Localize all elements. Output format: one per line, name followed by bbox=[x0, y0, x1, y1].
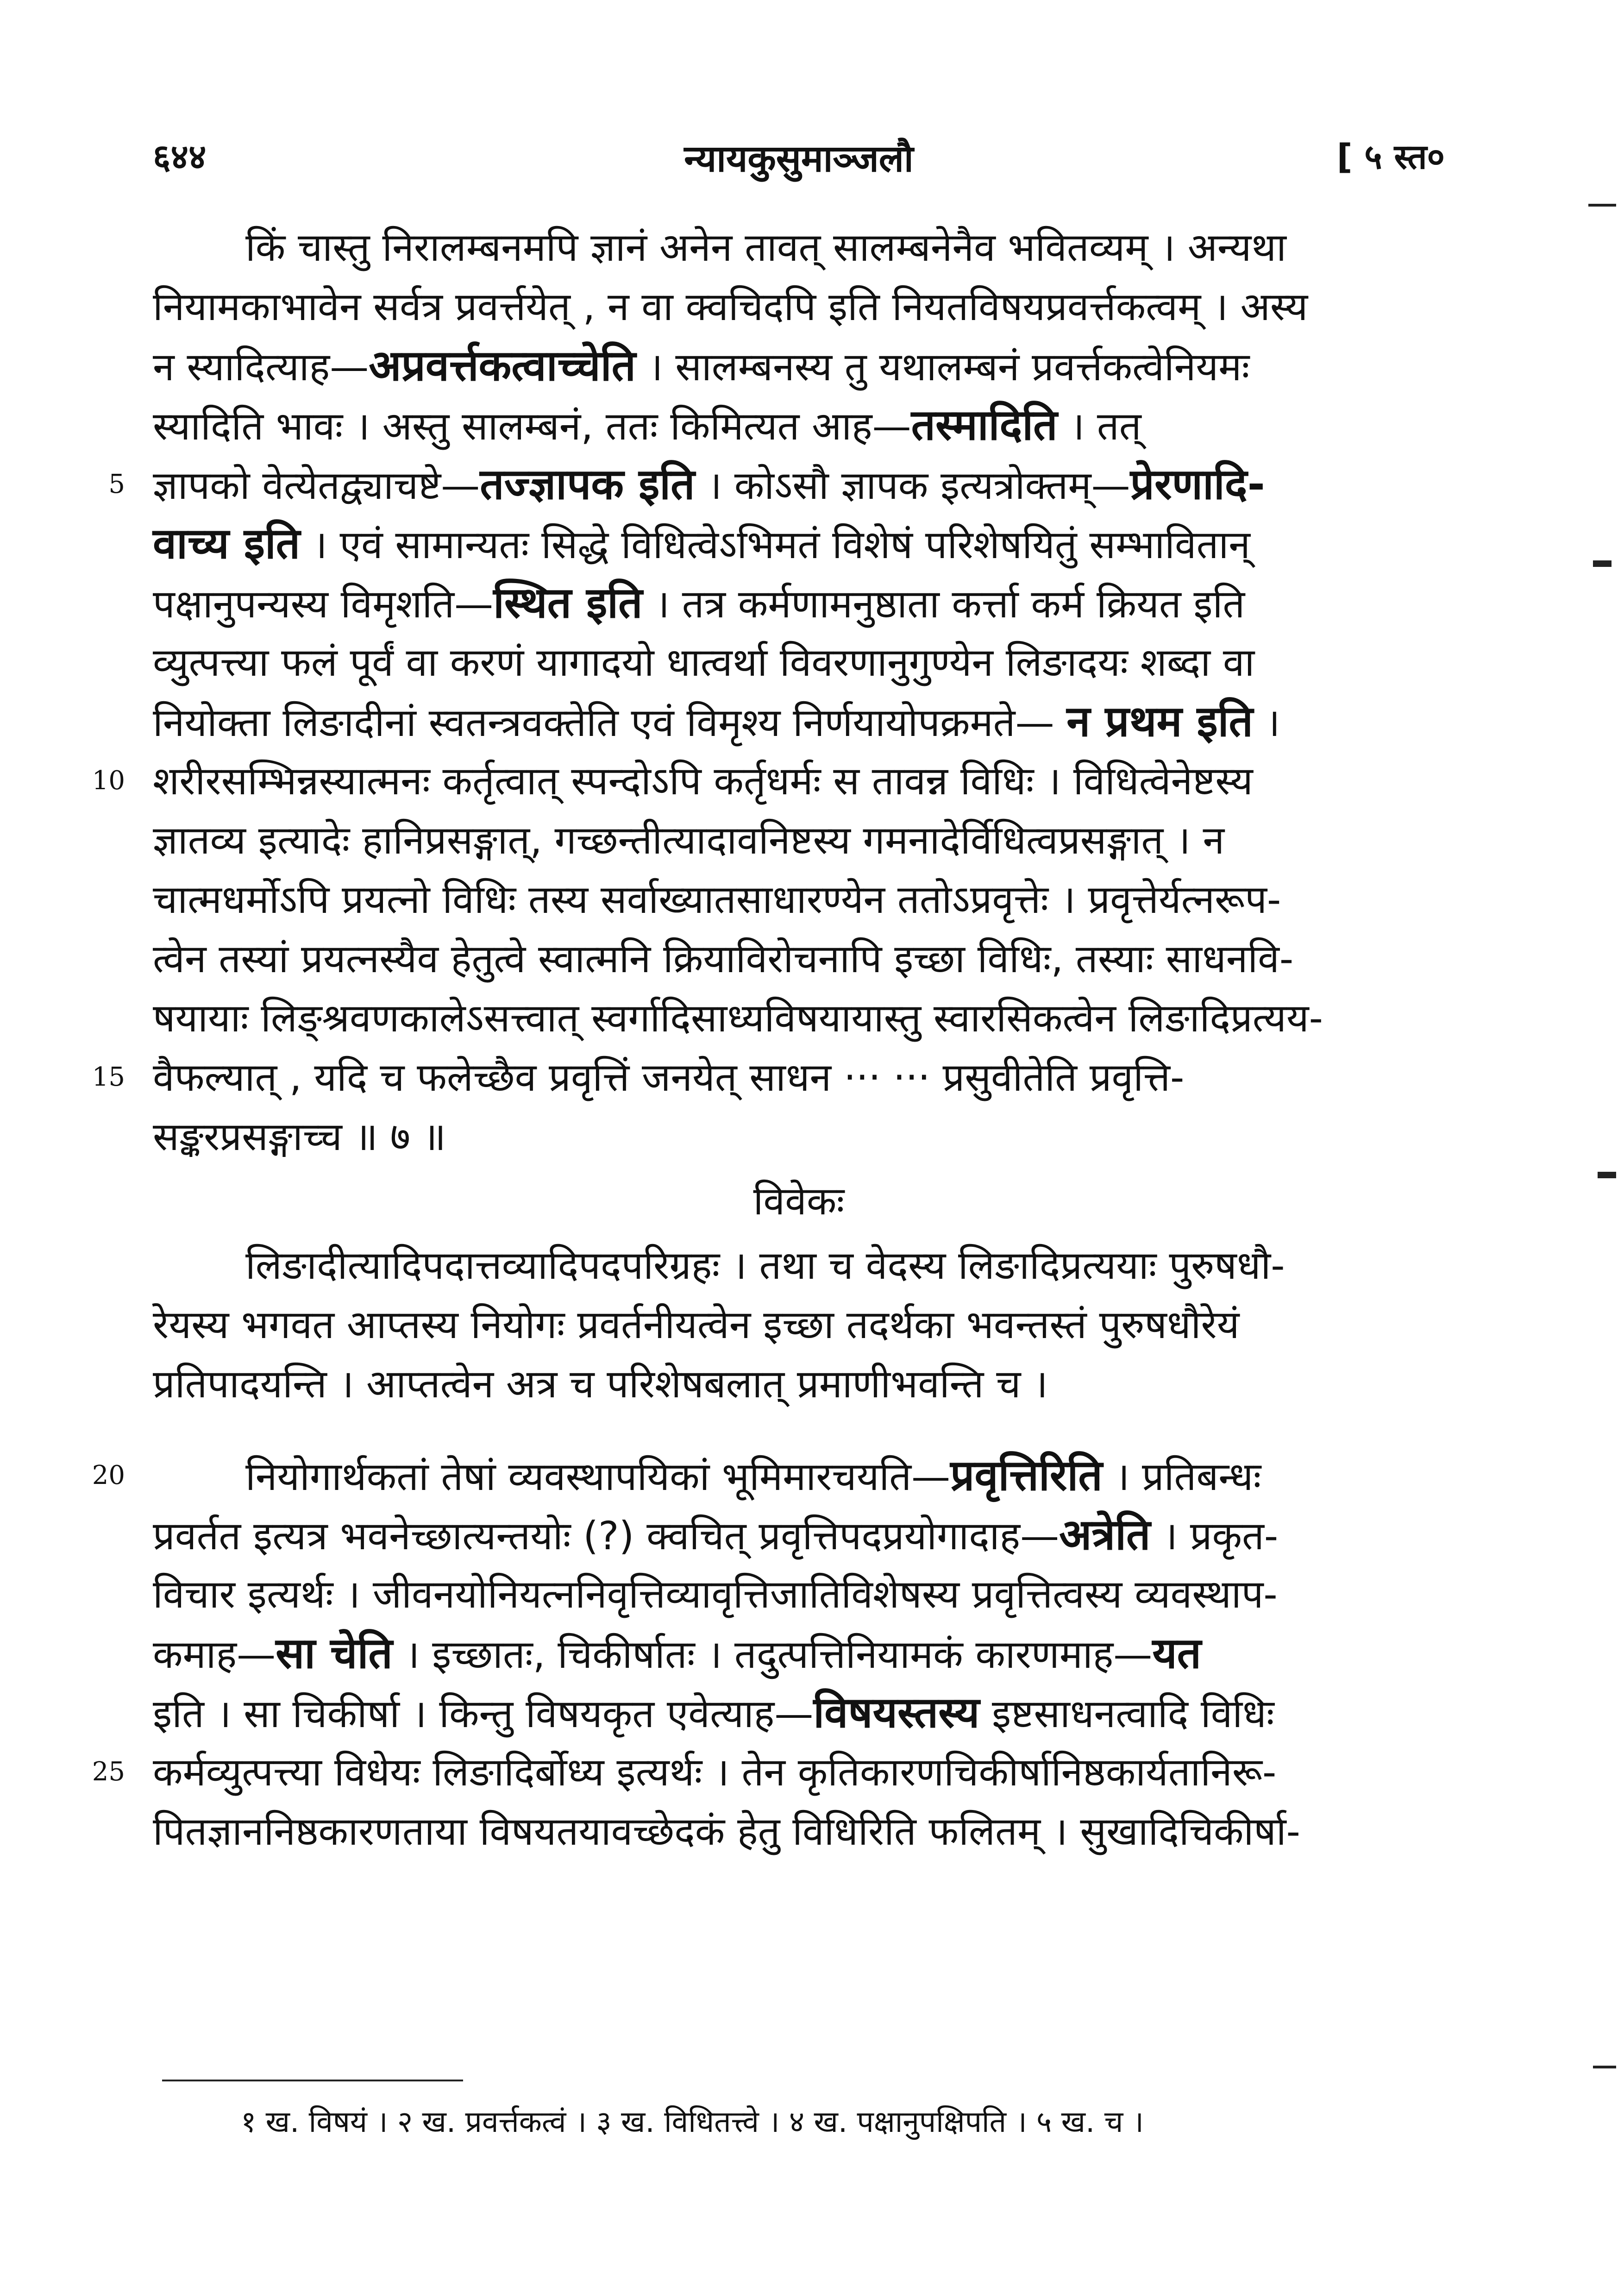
page-header bbox=[153, 132, 1445, 188]
text-line bbox=[153, 1683, 1445, 1742]
text-segment: कमाह— bbox=[153, 1632, 276, 1677]
bold-lemma: यत bbox=[1152, 1628, 1202, 1678]
text-segment: । तत् bbox=[1057, 403, 1141, 449]
text-segment: रेयस्य भगवत आप्तस्य नियोगः प्रवर्तनीयत्वेन इच्छा तदर्थका भवन्तस्तं पुरुषधौरेयं bbox=[153, 1302, 1240, 1347]
bold-lemma: तस्मादिति bbox=[911, 400, 1058, 450]
text-segment: । इच्छातः, चिकीर्षातः । तदुत्पत्तिनियामकं कारणमाह— bbox=[392, 1632, 1153, 1677]
paragraph-gap bbox=[153, 1414, 1445, 1446]
line-number: 15 bbox=[92, 1062, 125, 1092]
text-segment: स्यादिति भावः । अस्तु सालम्बनं, ततः किमित्यत आह— bbox=[153, 403, 911, 449]
footnote-rule bbox=[162, 2080, 463, 2081]
text-segment: त्वेन तस्यां प्रयत्नस्यैव हेतुत्वे स्वात्मनि क्रियाविरोचनापि इच्छा विधिः, तस्याः साधनवि- bbox=[153, 936, 1294, 981]
bold-lemma: वाच्य इति bbox=[153, 519, 301, 568]
text-segment: नियोगार्थकतां तेषां व्यवस्थापयिकां भूमिमारचयति— bbox=[245, 1454, 951, 1499]
text-segment: प्रतिपादयन्ति । आप्तत्वेन अत्र च परिशेषबलात् प्रमाणीभवन्ति च । bbox=[153, 1361, 1048, 1407]
text-line bbox=[153, 1236, 1445, 1295]
page-number: ६४४ bbox=[153, 137, 207, 177]
text-segment: कर्मव्युत्पत्त्या विधेयः लिङादिर्बोध्य इत्यर्थः । तेन कृतिकारणचिकीर्षानिष्ठकार्यतानिरू- bbox=[153, 1749, 1277, 1795]
bold-lemma: सा चेति bbox=[276, 1628, 393, 1678]
text-line bbox=[153, 396, 1445, 455]
text-segment: । प्रतिबन्धः bbox=[1102, 1454, 1261, 1499]
text-line bbox=[153, 1565, 1445, 1624]
line-number: 10 bbox=[92, 766, 125, 796]
text-line bbox=[153, 1295, 1445, 1354]
scan-mark bbox=[1593, 2066, 1616, 2068]
text-segment: न स्यादित्याह— bbox=[153, 344, 369, 390]
text-line bbox=[153, 336, 1445, 396]
text-segment: सङ्करप्रसङ्गाच्च ॥ ७ ॥ bbox=[153, 1114, 446, 1159]
bold-lemma: तज्ज्ञापक इति bbox=[480, 459, 695, 509]
text-segment: विचार इत्यर्थः । जीवनयोनियत्ननिवृत्तिव्यावृत्तिजातिविशेषस्य प्रवृत्तित्वस्य व्यवस्थाप- bbox=[153, 1571, 1278, 1617]
text-line bbox=[92, 1446, 1445, 1505]
scan-mark bbox=[1593, 560, 1611, 567]
text-segment: प्रवर्तत इत्यत्र भवनेच्छात्यन्तयोः (?) क्वचित् प्रवृत्तिपदप्रयोगादाह— bbox=[153, 1513, 1060, 1559]
bold-lemma: अप्रवर्त्तकत्वाच्चेति bbox=[369, 341, 636, 390]
text-segment: इति । सा चिकीर्षा । किन्तु विषयकृत एवेत्याह— bbox=[153, 1691, 814, 1736]
text-segment: चात्मधर्मोऽपि प्रयत्नो विधिः तस्य सर्वाख्यातसाधारण्येन ततोऽप्रवृत्तेः । प्रवृत्तेर्यत्नरूप- bbox=[153, 877, 1281, 922]
text-line bbox=[92, 1048, 1445, 1107]
text-segment: नियोक्ता लिङादीनां स्वतन्त्रवक्तेति एवं विमृश्य निर्णयायोपक्रमते— bbox=[153, 700, 1067, 745]
text-segment: पक्षानुपन्यस्य विमृशति— bbox=[153, 581, 494, 627]
text-line bbox=[108, 455, 1445, 514]
bold-lemma: न प्रथम इति bbox=[1066, 697, 1253, 746]
text-line bbox=[153, 277, 1445, 336]
scan-mark bbox=[1598, 1172, 1616, 1178]
text-line bbox=[153, 1354, 1445, 1414]
text-line bbox=[153, 633, 1445, 692]
text-segment: व्युत्पत्त्या फलं पूर्वं वा करणं यागादयो धात्वर्था विवरणानुगुण्येन लिङादयः शब्दा वा bbox=[153, 640, 1255, 685]
bold-lemma: स्थित इति bbox=[493, 578, 643, 628]
bold-lemma: अत्रेति bbox=[1059, 1510, 1151, 1559]
text-segment: । सालम्बनस्य तु यथालम्बनं प्रवर्त्तकत्वेनियमः bbox=[636, 344, 1250, 390]
text-segment: किं चास्तु निरालम्बनमपि ज्ञानं अनेन तावत् सालम्बनेनैव भवितव्यम् । अन्यथा bbox=[245, 225, 1286, 270]
text-line bbox=[153, 988, 1445, 1048]
scan-mark bbox=[1588, 204, 1616, 207]
text-segment: शरीरसम्भिन्नस्यात्मनः कर्तृत्वात् स्पन्दोऽपि कर्तृधर्मः स तावन्न विधिः । विधित्वेनेष्टस्य bbox=[153, 758, 1253, 804]
text-segment: नियामकाभावेन सर्वत्र प्रवर्त्तयेत् , न वा क्वचिदपि इति नियतविषयप्रवर्त्तकत्वम् । अस्य bbox=[153, 284, 1308, 329]
text-line bbox=[153, 1107, 1445, 1166]
line-number: 5 bbox=[108, 469, 125, 499]
text-line bbox=[153, 1624, 1445, 1683]
text-line bbox=[153, 1505, 1445, 1565]
text-line bbox=[92, 751, 1445, 811]
text-line bbox=[153, 870, 1445, 929]
line-number: 20 bbox=[92, 1460, 125, 1490]
text-line bbox=[92, 1742, 1445, 1802]
text-line bbox=[153, 1802, 1445, 1861]
section-heading: विवेकः bbox=[753, 1178, 845, 1224]
text-segment: षयायाः लिङ्श्रवणकालेऽसत्त्वात् स्वर्गादिसाध्यविषयायास्तु स्वारसिकत्वेन लिङादिप्रत्यय- bbox=[153, 995, 1323, 1041]
bold-lemma: प्रवृत्तिरिति bbox=[950, 1451, 1103, 1500]
running-title: न्यायकुसुमाञ्जलौ bbox=[684, 137, 914, 180]
text-segment: पितज्ञाननिष्ठकारणताया विषयतयावच्छेदकं हेतु विधिरिति फलितम् । सुखादिचिकीर्षा- bbox=[153, 1809, 1300, 1854]
text-line bbox=[153, 573, 1445, 633]
text-segment: ज्ञातव्य इत्यादेः हानिप्रसङ्गात्, गच्छन्तीत्यादावनिष्टस्य गमनादेर्विधित्वप्रसङ्गात् । न bbox=[153, 817, 1225, 863]
bold-lemma: प्रेरणादि- bbox=[1130, 459, 1265, 509]
section-marker: [ ५ स्त० bbox=[1336, 137, 1445, 177]
text-line bbox=[153, 811, 1445, 870]
text-segment: । एवं सामान्यतः सिद्धे विधित्वेऽभिमतं विशेषं परिशेषयितुं सम्भावितान् bbox=[300, 522, 1250, 567]
text-segment: । कोऽसौ ज्ञापक इत्यत्रोक्तम्— bbox=[695, 463, 1130, 508]
text-segment: । प्रकृत- bbox=[1150, 1513, 1279, 1559]
footnote: १ ख. विषयं । २ ख. प्रवर्त्तकत्वं । ३ ख. विधितत्त्वे । ४ ख. पक्षानुपक्षिपति । ५ ख. च । bbox=[241, 2105, 1144, 2139]
text-line bbox=[153, 514, 1445, 573]
text-line bbox=[153, 692, 1445, 751]
text-segment: लिङादीत्यादिपदात्तव्यादिपदपरिग्रहः । तथा च वेदस्य लिङादिप्रत्ययाः पुरुषधौ- bbox=[245, 1243, 1285, 1288]
text-segment: ज्ञापको वेत्येतद्व्याचष्टे— bbox=[153, 463, 480, 508]
line-number: 25 bbox=[92, 1757, 125, 1787]
bold-lemma: विषयस्तस्य bbox=[813, 1688, 980, 1737]
text-line bbox=[153, 929, 1445, 988]
text-segment: इष्टसाधनत्वादि विधिः bbox=[979, 1691, 1274, 1736]
text-segment: वैफल्यात् , यदि च फलेच्छैव प्रवृत्तिं जनयेत् साधन ··· ··· प्रसुवीतेति प्रवृत्ति- bbox=[153, 1055, 1185, 1100]
text-segment: । तत्र कर्मणामनुष्ठाता कर्त्ता कर्म क्रियत इति bbox=[642, 581, 1245, 627]
text-segment: । bbox=[1253, 700, 1280, 745]
text-line bbox=[153, 218, 1445, 277]
text-body bbox=[92, 218, 1445, 1861]
